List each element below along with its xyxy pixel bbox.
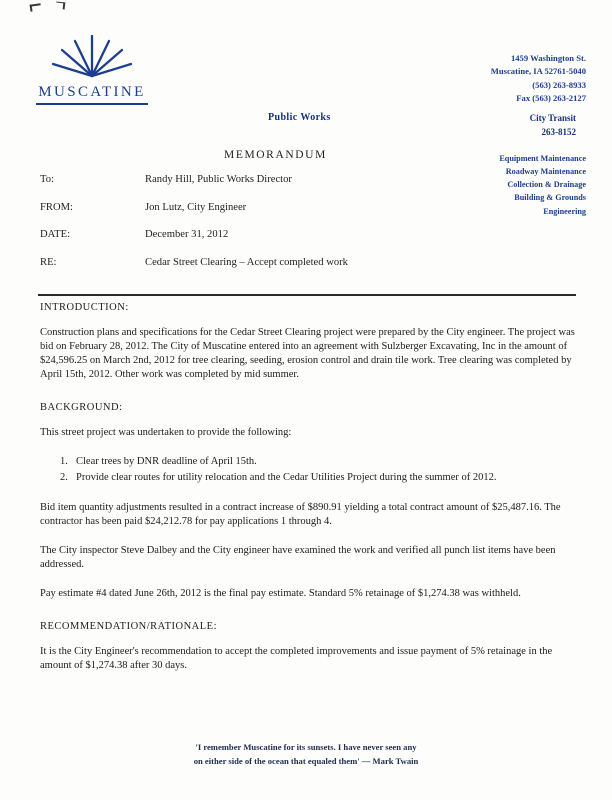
header-divider: [38, 294, 576, 296]
list-item-text: Provide clear routes for utility relocation and the Cedar Utilities Project during the summer of 2012.: [76, 471, 497, 483]
letterhead-address: [491, 52, 586, 105]
memo-fields: [40, 174, 560, 284]
field-row-re: [40, 257, 560, 268]
section-heading-introduction: INTRODUCTION:: [40, 302, 129, 313]
logo-wordmark: MUSCATINE: [36, 84, 148, 105]
address-line: Muscatine, IA 52761-5040: [490, 66, 586, 77]
section-heading-background: BACKGROUND:: [40, 402, 123, 414]
field-row-date: [40, 229, 560, 240]
service-item: Equipment Maintenance: [499, 154, 586, 163]
field-label: DATE:: [40, 229, 71, 240]
list-item-number: 2.: [60, 471, 68, 483]
inspection-paragraph: The City inspector Steve Dalbey and the City engineer have examined the work and verified all punch list items have been addressed.: [40, 544, 556, 570]
transit-block: [530, 111, 576, 140]
section-heading-recommendation: RECOMMENDATION/RATIONALE:: [40, 620, 217, 632]
introduction-paragraph: Construction plans and specifications for the Cedar Street Clearing project were prepared by the City engineer. The project was bid on February 28, 2012. The City of Muscatine entered into an agreement with Sulzberger Excavating, Inc in the amount of $24,596.25 on March 2nd, 2012 for tree clearing, seeding, erosion control and drain tile work. Tree clearing was completed by April 15th, 2012. Other work was completed by mid summer.: [40, 327, 575, 381]
background-lead: This street project was undertaken to provide the following:: [40, 427, 292, 439]
field-label: FROM:: [40, 201, 73, 213]
memo-body: [40, 301, 576, 688]
address-line: 1459 Washington St.: [510, 53, 586, 63]
quote-line: 'I remember Muscatine for its sunsets. I have never seen any: [195, 742, 417, 752]
scan-artifact-mark: [30, 3, 42, 11]
field-label: RE:: [40, 256, 57, 268]
field-row-from: [40, 202, 560, 213]
service-item: Roadway Maintenance: [505, 167, 586, 177]
sunburst-icon: [49, 65, 135, 82]
scan-artifact-mark: [56, 2, 66, 10]
background-list: [40, 455, 576, 484]
field-value: December 31, 2012: [145, 229, 229, 240]
field-value: Cedar Street Clearing – Accept completed work: [145, 256, 348, 268]
field-label: To:: [40, 174, 54, 185]
memo-title: MEMORANDUM: [224, 149, 327, 161]
service-item: Building & Grounds: [514, 193, 586, 203]
recommendation-paragraph: It is the City Engineer's recommendation to accept the completed improvements and issue payment of 5% retainage in the amount of $1,274.38 after 30 days.: [40, 645, 553, 671]
transit-phone: 263-8152: [541, 127, 576, 138]
quote-line: on either side of the ocean that equaled them' — Mark Twain: [193, 755, 419, 766]
field-value: Randy Hill, Public Works Director: [145, 174, 292, 185]
field-row-to: [40, 174, 560, 185]
list-item: [40, 455, 576, 469]
list-item-text: Clear trees by DNR deadline of April 15th.: [76, 456, 257, 468]
list-item-number: 1.: [60, 456, 68, 468]
list-item: [40, 471, 576, 485]
pay-estimate-paragraph: Pay estimate #4 dated June 26th, 2012 is the final pay estimate. Standard 5% retainage of $1,274.38 was withheld.: [40, 587, 521, 599]
address-line: (563) 263-8933: [532, 79, 586, 90]
service-item: Collection & Drainage: [507, 180, 586, 190]
service-item: Engineering: [543, 206, 586, 216]
field-value: Jon Lutz, City Engineer: [145, 201, 247, 213]
footer-quote: [0, 741, 612, 769]
transit-label: City Transit: [529, 113, 576, 123]
address-line: Fax (563) 263-2127: [516, 92, 586, 103]
contract-paragraph: Bid item quantity adjustments resulted in a contract increase of $890.91 yielding a total contract amount of $25,487.16. The contractor has been paid $24,212.78 for pay applications 1 through 4.: [40, 501, 561, 527]
city-logo: [36, 34, 148, 105]
department-title: Public Works: [268, 112, 331, 123]
